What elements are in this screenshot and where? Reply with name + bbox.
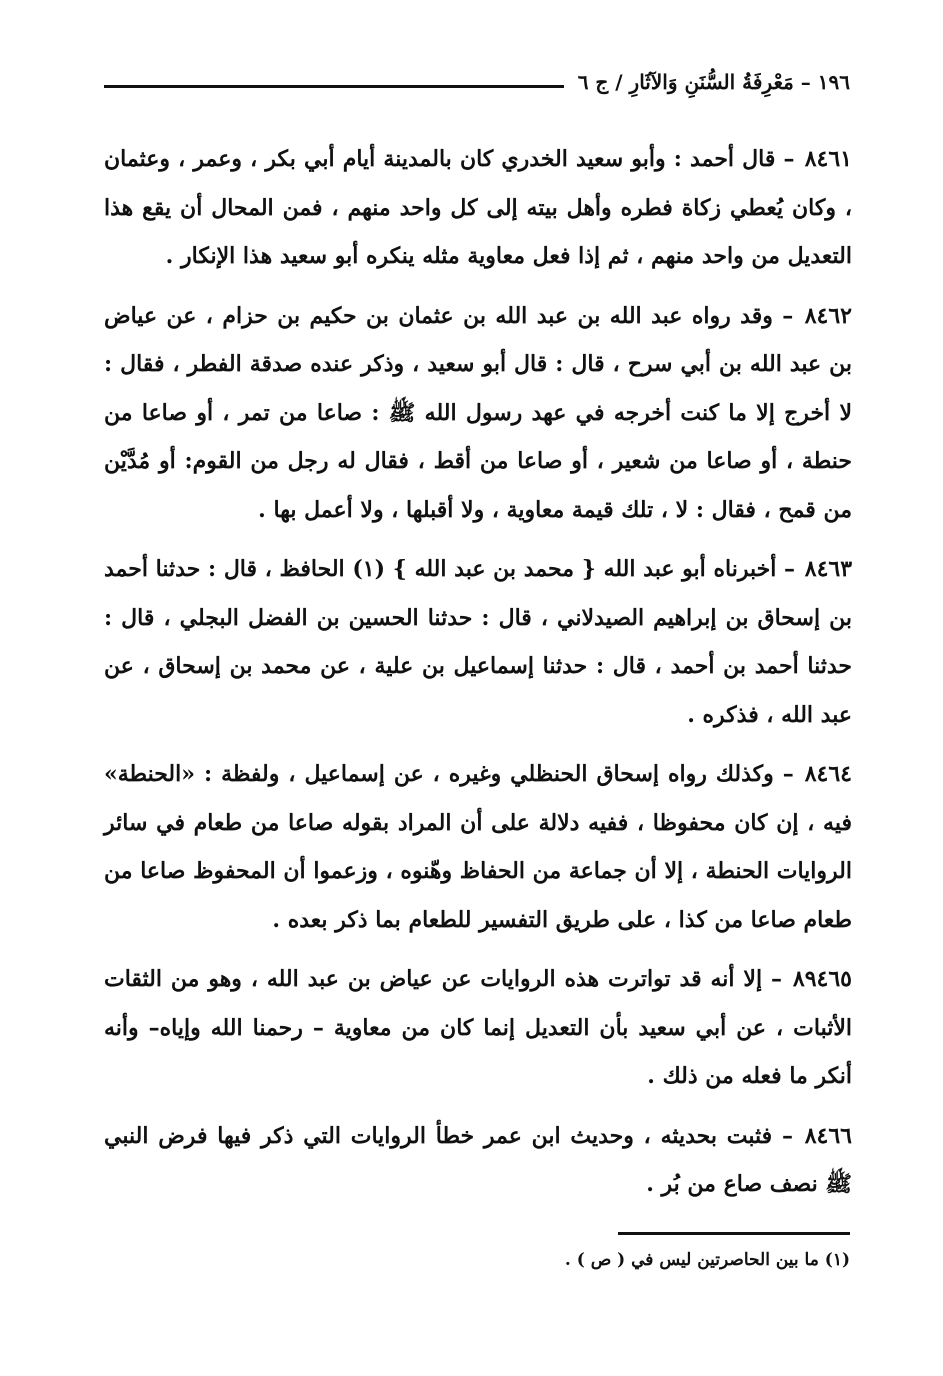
paragraph-text: – وقد رواه عبد الله بن عبد الله بن عثمان بن حكيم بن حزام ، عن عياض بن عبد الله بن أبي سرح ، قال : قال أبو سعيد ، وذكر عنده صدقة الفطر ، فقال : لا أخرج إلا ما كنت أخرجه في عهد رسول الله ﷺ : صاعا من تمر ، أو صاعا من حنطة ، أو صاعا من شعير ، أو صاعا من أقط ، فقال له رجل من القوم: أو مُدَّيْن من قمح ، فقال : لا ، تلك قيمة معاوية ، ولا أقبلها ، ولا أعمل بها . (104, 302, 852, 523)
running-title: ١٩٦ – مَعْرِفَةُ السُّنَنِ وَالآثَارِ / ج ٦ (577, 70, 850, 94)
paragraph-text: – وكذلك رواه إسحاق الحنظلي وغيره ، عن إسماعيل ، ولفظة : «الحنطة» فيه ، إن كان محفوظا ، ففيه دلالة على أن المراد بقوله صاعا من طعام في سائر الروايات الحنطة ، إلا أن جماعة من الحفاظ وهّنوه ، وزعموا أن المحفوظ صاعا من طعام صاعا من كذا ، على طريق التفسير للطعام بما ذكر بعده . (104, 761, 852, 933)
paragraph-8462 (104, 292, 852, 535)
paragraph-8464 (104, 750, 852, 944)
footnote: (١) ما بين الحاصرتين ليس في ( ص ) . (564, 1250, 850, 1270)
footnote-rule (618, 1232, 850, 1235)
paragraph-8461 (104, 135, 852, 281)
paragraph-number: ٨٤٦٦ (804, 1122, 852, 1149)
paragraph-number: ٨٤٦٤ (804, 761, 852, 787)
paragraph-number: ٨٩٤٦٥ (792, 966, 852, 992)
paragraph-number: ٨٤٦٣ (804, 556, 853, 582)
paragraph-8465 (104, 955, 852, 1101)
paragraph-8466 (104, 1112, 852, 1209)
paragraph-text: – أخبرناه أبو عبد الله { محمد بن عبد الله } (١) الحافظ ، قال : حدثنا أحمد بن إسحاق بن إبراهيم الصيدلاني ، قال : حدثنا الحسين بن الفضل البجلي ، قال : حدثنا أحمد بن أحمد ، قال : حدثنا إسماعيل بن علية ، عن محمد بن إسحاق ، عن عبد الله ، فذكره . (104, 556, 852, 728)
paragraph-number: ٨٤٦٢ (804, 302, 852, 329)
page-header (104, 70, 850, 94)
paragraph-text: – فثبت بحديثه ، وحديث ابن عمر خطأ الروايات التي ذكر فيها فرض النبي ﷺ نصف صاع من بُر . (104, 1122, 852, 1197)
header-rule (104, 85, 564, 88)
paragraph-text: – قال أحمد : وأبو سعيد الخدري كان بالمدينة أيام أبي بكر ، وعمر ، وعثمان ، وكان يُعطي زكاة فطره وأهل بيته إلى كل واحد منهم ، فمن المحال أن يقع هذا التعديل من واحد منهم ، ثم إذا فعل معاوية مثله ينكره أبو سعيد هذا الإنكار . (104, 146, 852, 269)
paragraph-number: ٨٤٦١ (804, 146, 852, 172)
page-body (104, 135, 852, 1220)
paragraph-8463 (104, 545, 852, 739)
paragraph-text: – إلا أنه قد تواترت هذه الروايات عن عياض بن عبد الله ، وهو من الثقات الأثبات ، عن أبي سعيد بأن التعديل إنما كان من معاوية – رحمنا الله وإياه– وأنه أنكر ما فعله من ذلك . (104, 966, 852, 1089)
